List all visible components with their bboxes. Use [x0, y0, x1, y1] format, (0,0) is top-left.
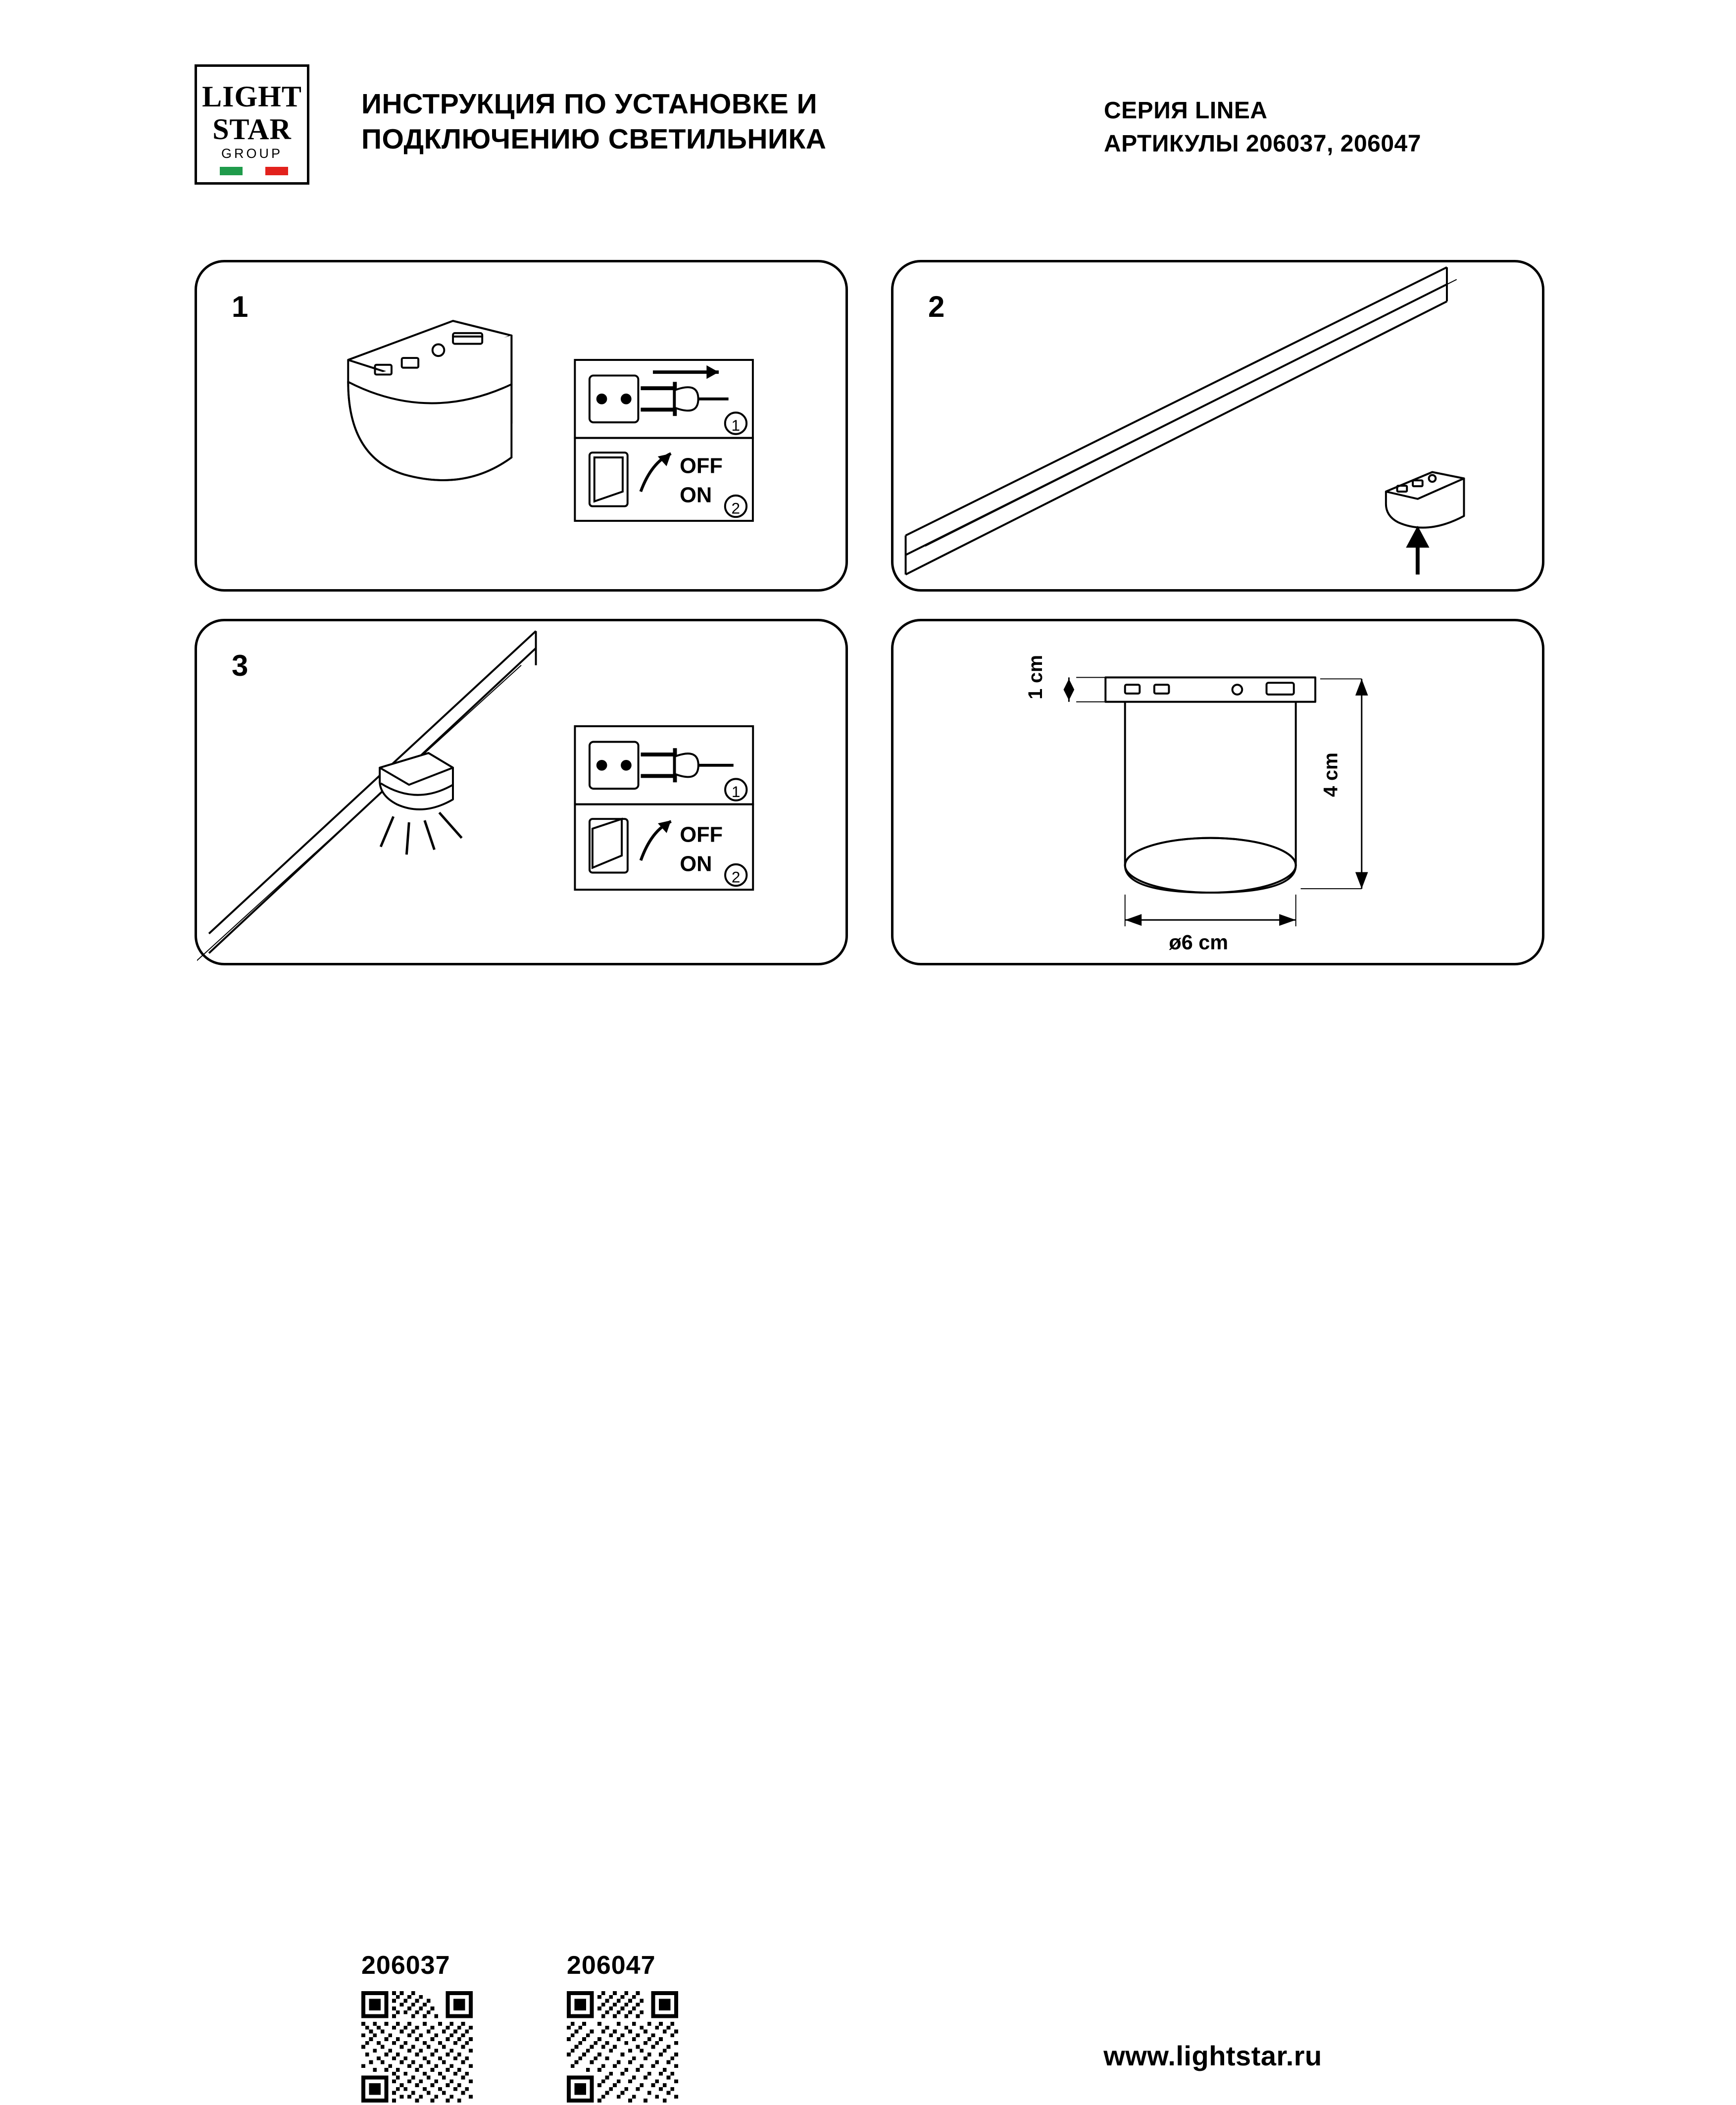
step-2-panel: [891, 260, 1544, 592]
step-3-badge-2: 2: [731, 868, 741, 886]
step-3-badge-1: 1: [731, 782, 741, 801]
qr-block-206047: [567, 1951, 678, 2105]
page-title-line-2: ПОДКЛЮЧЕНИЮ СВЕТИЛЬНИКА: [361, 123, 827, 155]
step-3-illustration: [197, 621, 845, 963]
dimension-total-label: 4 cm: [1320, 752, 1342, 797]
switch-off-label: OFF: [680, 454, 723, 478]
switch-on-label: ON: [680, 483, 712, 507]
dimension-height-label: 1 cm: [1025, 654, 1047, 700]
step-1-panel: [195, 260, 848, 592]
flag-stripe-red: [265, 167, 288, 175]
qr-code-206047: [567, 1991, 678, 2103]
step-2-illustration: [893, 262, 1542, 589]
page-title-line-1: ИНСТРУКЦИЯ ПО УСТАНОВКЕ И: [361, 88, 818, 120]
step-3-panel: [195, 619, 848, 965]
step-1-badge-1: 1: [731, 416, 741, 434]
page-footer: [0, 970, 1736, 2071]
logo-text-star: STAR: [212, 113, 292, 146]
brand-logo: [195, 64, 309, 185]
step-3-number: 3: [232, 649, 248, 682]
dimensions-illustration: [893, 621, 1542, 963]
logo-text-group: GROUP: [221, 146, 283, 161]
italian-flag-icon: [220, 167, 288, 175]
switch-on-label: ON: [680, 852, 712, 876]
step-1-badge-2: 2: [731, 499, 741, 517]
flag-stripe-white: [243, 167, 265, 175]
page-title: [361, 87, 1005, 157]
qr-label-206037: 206037: [361, 1951, 450, 1980]
qr-block-206037: [361, 1951, 473, 2105]
qr-code-206037: [361, 1991, 473, 2103]
product-meta: [1104, 94, 1648, 160]
page-header: [0, 0, 1736, 213]
dimension-diameter-label: ø6 cm: [1169, 931, 1229, 954]
articles-label: АРТИКУЛЫ 206037, 206047: [1104, 131, 1421, 157]
website-url[interactable]: www.lightstar.ru: [1103, 2040, 1322, 2071]
step-2-number: 2: [928, 290, 945, 323]
step-1-number: 1: [232, 290, 248, 323]
logo-text-light: LIGHT: [202, 80, 302, 113]
series-label: СЕРИЯ LINEA: [1104, 98, 1268, 124]
flag-stripe-green: [220, 167, 243, 175]
step-1-illustration: [197, 262, 845, 589]
qr-label-206047: 206047: [567, 1951, 656, 1980]
dimensions-panel: [891, 619, 1544, 965]
switch-off-label: OFF: [680, 823, 723, 847]
